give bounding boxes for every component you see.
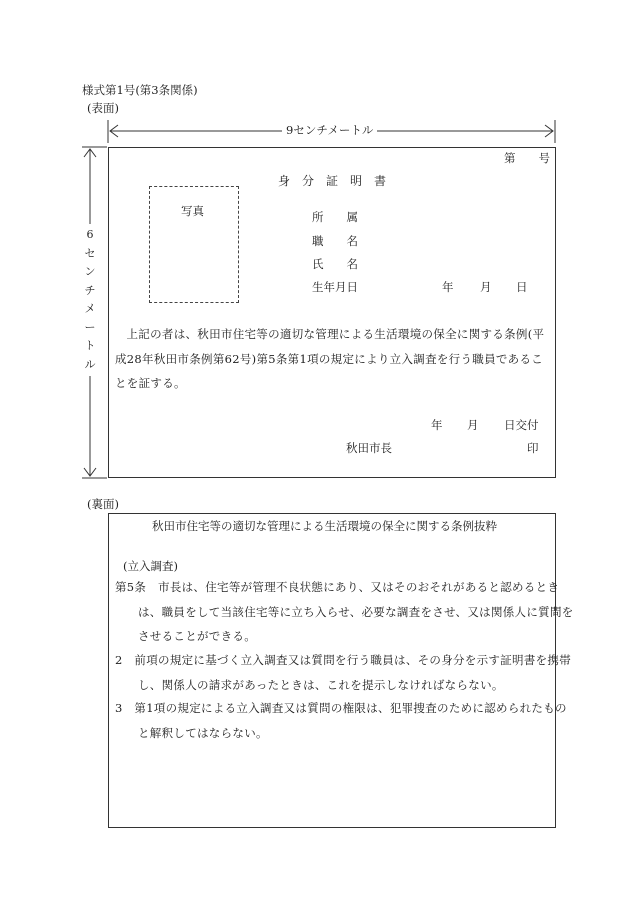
birthdate-year: 年: [442, 280, 454, 294]
seal-mark: 印: [527, 441, 539, 455]
birthdate-day: 日: [516, 280, 528, 294]
birthdate-label: 生年月日: [312, 280, 358, 294]
photo-label: 写真: [181, 204, 204, 218]
article-5-paragraph-3: 3 第1項の規定による立入調査又は質問の権限は、犯罪捜査のために認められたものと解釈してはならない。: [115, 701, 567, 740]
width-dimension-label: 9センチメートル: [282, 125, 377, 137]
job-title-label: 職 名: [312, 234, 358, 248]
ordinance-excerpt-title: 秋田市住宅等の適切な管理による生活環境の保全に関する条例抜粋: [152, 519, 497, 533]
section-heading: (立入調査): [123, 559, 178, 573]
issue-month: 月: [467, 418, 479, 432]
certification-statement: 上記の者は、秋田市住宅等の適切な管理による生活環境の保全に関する条例(平成28年秋田市条例第62号)第5条第1項の規定により立入調査を行う職員であることを証する。: [115, 327, 545, 390]
back-side-label: (裏面): [87, 497, 119, 511]
card-number-label: 第 号: [504, 151, 550, 165]
birthdate-month: 月: [480, 280, 492, 294]
height-dimension-label: 6センチメートル: [82, 224, 98, 376]
name-label: 氏 名: [312, 257, 358, 271]
front-side-label: (表面): [87, 101, 119, 115]
form-number: 様式第1号(第3条関係): [82, 83, 198, 97]
affiliation-label: 所 属: [312, 210, 358, 224]
issue-day: 日交付: [504, 418, 539, 432]
article-5-paragraph-1: 第5条 市長は、住宅等が管理不良状態にあり、又はそのおそれがあると認めるときは、職員をして当該住宅等に立ち入らせ、必要な調査をさせ、又は関係人に質問をさせることができる。: [115, 580, 574, 643]
issue-year: 年: [431, 418, 443, 432]
article-5-paragraph-2: 2 前項の規定に基づく立入調査又は質問を行う職員は、その身分を示す証明書を携帯し、関係人の請求があったときは、これを提示しなければならない。: [115, 653, 572, 692]
card-title: 身 分 証 明 書: [278, 174, 387, 188]
issuer-name: 秋田市長: [346, 441, 392, 455]
